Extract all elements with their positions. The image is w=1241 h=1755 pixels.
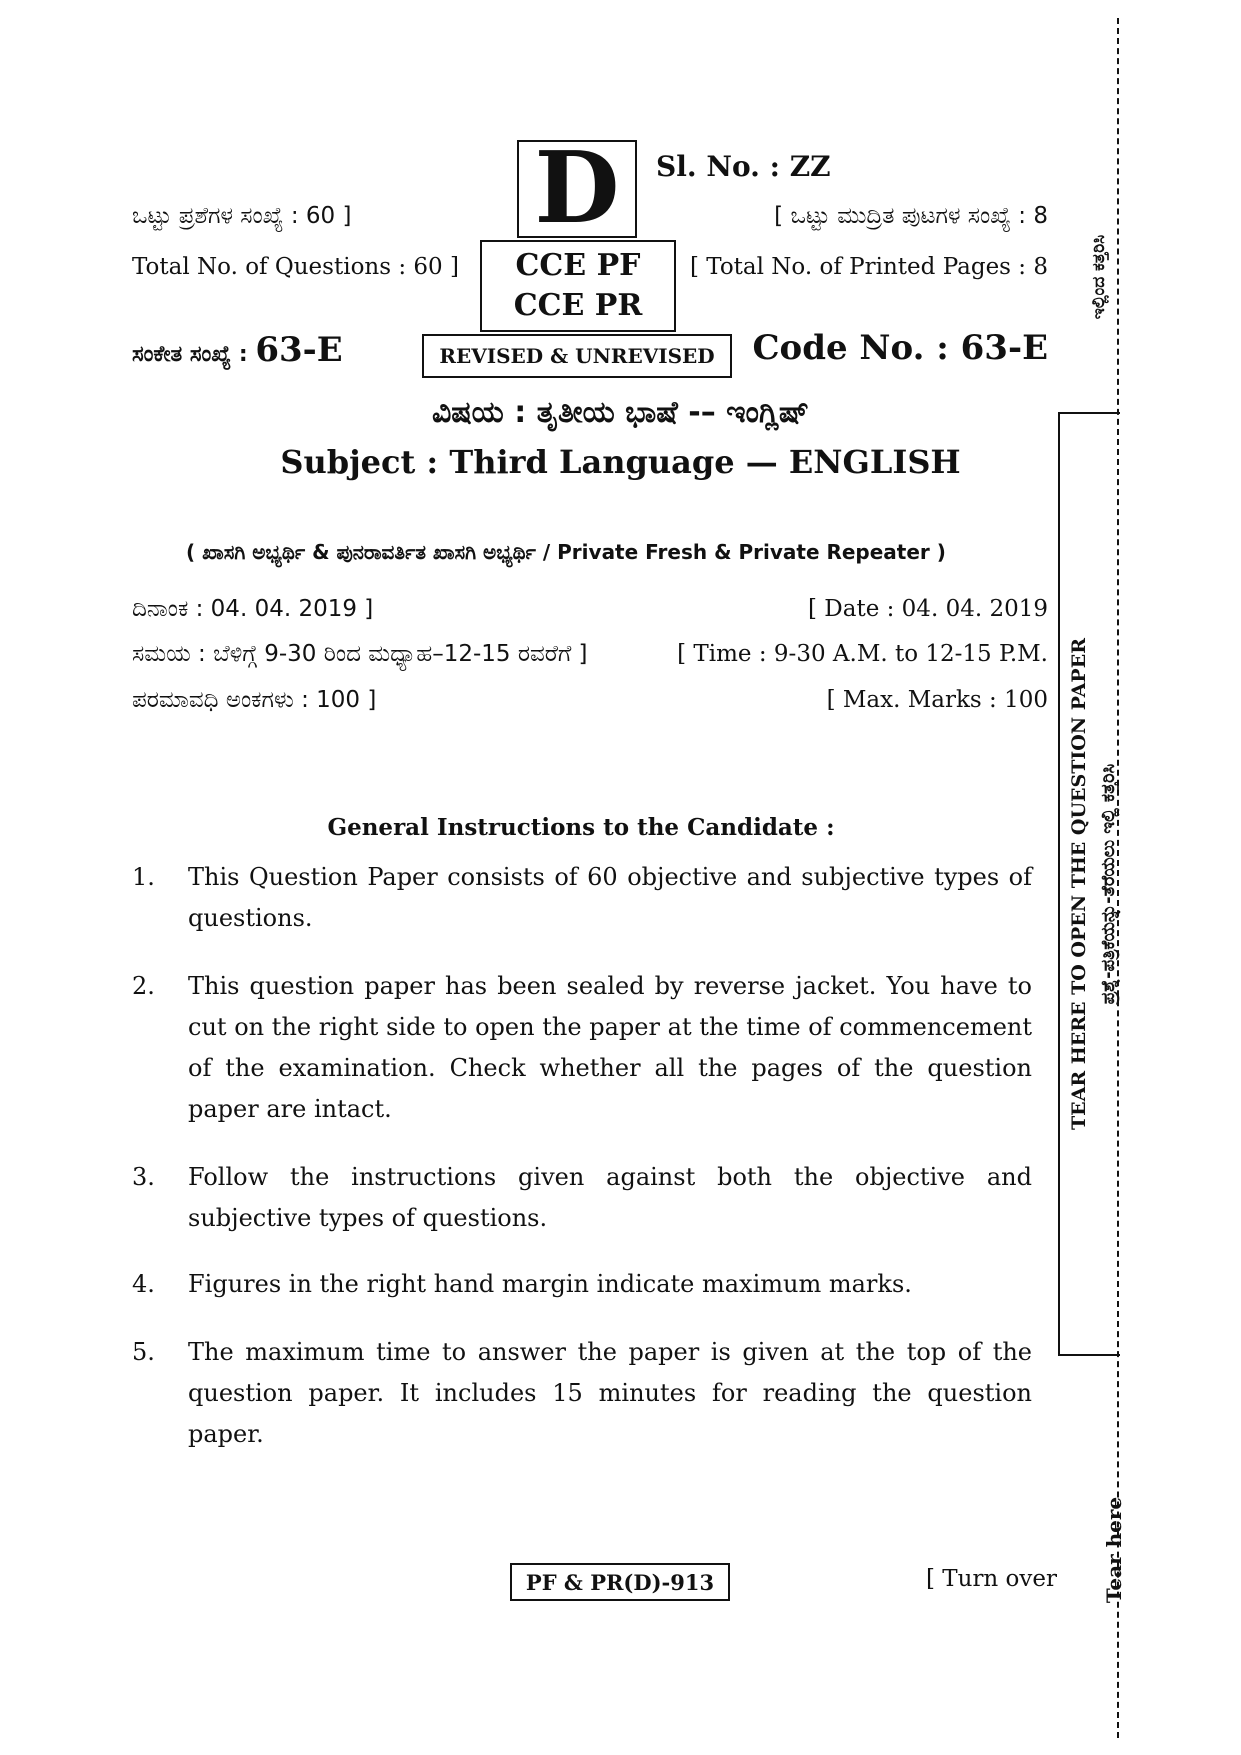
tear-label-english: TEAR HERE TO OPEN THE QUESTION PAPER bbox=[1068, 638, 1090, 1130]
marks-english: [ Max. Marks : 100 bbox=[826, 687, 1048, 713]
instruction-item bbox=[132, 1332, 1032, 1455]
instruction-number: 1. bbox=[132, 863, 155, 891]
instruction-number: 4. bbox=[132, 1270, 155, 1298]
instruction-text: This question paper has been sealed by reverse jacket. You have to cut on the right side to open the paper at the time of commencement of the examination. Check whether all the pages of the question paper are intact. bbox=[188, 972, 1032, 1123]
code-kn-value: 63-E bbox=[255, 330, 343, 370]
date-kannada: ದಿನಾಂಕ : 04. 04. 2019 ] bbox=[132, 596, 374, 622]
instruction-number: 2. bbox=[132, 972, 155, 1000]
instruction-text: Follow the instructions given against both the objective and subjective types of questions. bbox=[188, 1163, 1032, 1232]
time-kannada: ಸಮಯ : ಬೆಳಿಗ್ಗೆ 9-30 ರಿಂದ ಮಧ್ಯಾಹ–12-15 ರವರೆಗೆ ] bbox=[132, 641, 588, 667]
instruction-item bbox=[132, 857, 1032, 939]
subject-english: Subject : Third Language — ENGLISH bbox=[280, 443, 961, 481]
tear-here-label: Tear here bbox=[1102, 1496, 1126, 1604]
instruction-item bbox=[132, 1157, 1032, 1239]
set-letter-box bbox=[517, 131, 637, 246]
code-number-english: Code No. : 63-E bbox=[752, 328, 1048, 368]
paper-code-box bbox=[510, 1563, 730, 1601]
instruction-item bbox=[132, 966, 1032, 1130]
code-number-kannada bbox=[132, 330, 343, 370]
cce-box bbox=[480, 240, 676, 332]
instruction-text: Figures in the right hand margin indicate maximum marks. bbox=[188, 1270, 912, 1298]
tear-top-kannada: ಇಲ್ಲಿಂದ ಕತ್ತರಿಸಿ bbox=[1089, 234, 1109, 320]
revised-label: REVISED & UNREVISED bbox=[439, 344, 715, 368]
instructions-title: General Instructions to the Candidate : bbox=[327, 814, 835, 841]
cce-pf: CCE PF bbox=[515, 248, 641, 283]
revised-box bbox=[422, 334, 732, 378]
set-letter: D bbox=[534, 131, 620, 246]
candidate-type: ( ಖಾಸಗಿ ಅಭ್ಯರ್ಥಿ & ಪುನರಾವರ್ತಿತ ಖಾಸಗಿ ಅಭ್ಯರ್ಥಿ / Private Fresh & Private Repeater ) bbox=[186, 540, 946, 564]
serial-number: Sl. No. : ZZ bbox=[656, 150, 831, 183]
turn-over: [ Turn over bbox=[926, 1566, 1058, 1592]
instruction-text: This Question Paper consists of 60 objective and subjective types of questions. bbox=[188, 863, 1032, 932]
instruction-item bbox=[132, 1264, 1032, 1305]
date-english: [ Date : 04. 04. 2019 bbox=[808, 596, 1048, 622]
printed-pages-english: [ Total No. of Printed Pages : 8 bbox=[690, 254, 1048, 280]
paper-code: PF & PR(D)-913 bbox=[525, 1569, 715, 1595]
subject-kannada: ವಿಷಯ : ತೃತೀಯ ಭಾಷೆ -– ಇಂಗ್ಲಿಷ್ bbox=[431, 395, 810, 430]
marks-kannada: ಪರಮಾವಧಿ ಅಂಕಗಳು : 100 ] bbox=[132, 687, 377, 713]
cce-pr: CCE PR bbox=[513, 288, 643, 323]
tear-label-kannada: ಪ್ರಶ್ನೆ-ಪತ್ರಿಕೆಯನ್ನು-ತೆರೆಯಲು ಇಲ್ಲಿ ಕತ್ತರಿಸಿ bbox=[1098, 763, 1119, 1005]
time-english: [ Time : 9-30 A.M. to 12-15 P.M. bbox=[677, 641, 1048, 667]
total-questions-english: Total No. of Questions : 60 ] bbox=[132, 254, 459, 280]
instruction-text: The maximum time to answer the paper is given at the top of the question paper. It includes 15 minutes for reading the question paper. bbox=[188, 1338, 1032, 1448]
instruction-number: 5. bbox=[132, 1338, 155, 1366]
code-kn-label: ಸಂಕೇತ ಸಂಖ್ಯೆ : bbox=[132, 342, 248, 367]
printed-pages-kannada: [ ಒಟ್ಟು ಮುದ್ರಿತ ಪುಟಗಳ ಸಂಖ್ಯೆ : 8 bbox=[774, 203, 1048, 229]
total-questions-kannada: ಒಟ್ಟು ಪ್ರಶೆಗಳ ಸಂಖ್ಯೆ : 60 ] bbox=[132, 203, 352, 229]
instruction-number: 3. bbox=[132, 1163, 155, 1191]
